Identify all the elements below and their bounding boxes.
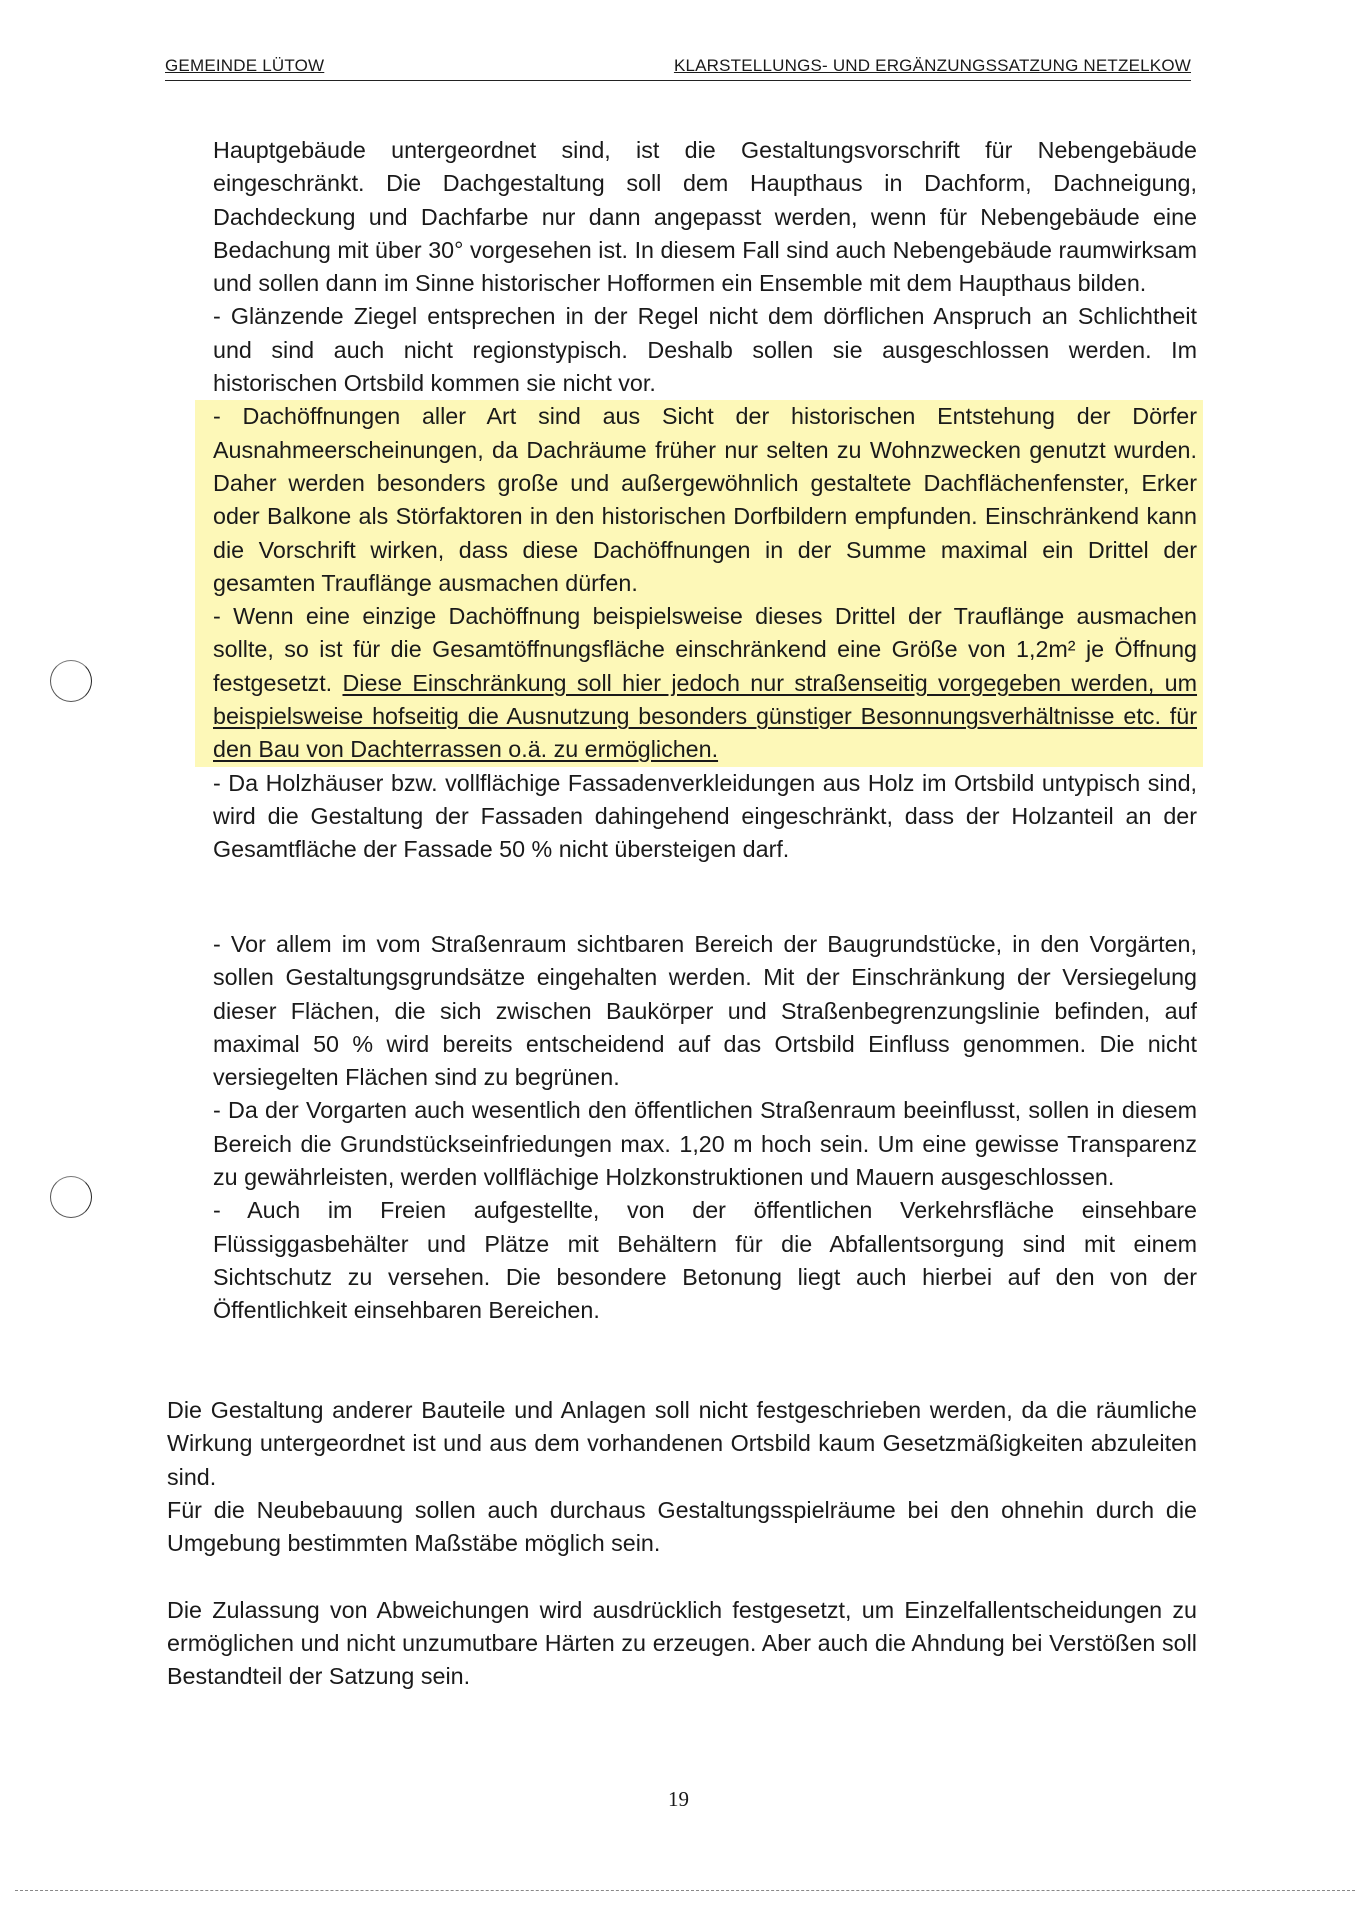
- paragraph: - Auch im Freien aufgestellte, von der öffentlichen Verkehrsfläche einsehbare Flüssiggasbehälter und Plätze mit Behältern für die Abfallentsorgung sind mit einem Sichtschutz zu versehen. Die besondere Betonung liegt auch hierbei auf den von der Öffentlichkeit einsehbaren Bereichen.: [213, 1197, 1197, 1324]
- header-municipality: GEMEINDE LÜTOW: [165, 56, 325, 75]
- paragraph: - Glänzende Ziegel entsprechen in der Regel nicht dem dörflichen Anspruch an Schlichtheit und sind auch nicht regionstypisch. Deshalb sollen sie ausgeschlossen werden. Im historischen Ortsbild kommen sie nicht vor.: [213, 303, 1197, 397]
- paragraph: Hauptgebäude untergeordnet sind, ist die Gestaltungsvorschrift für Nebengebäude eingeschränkt. Die Dachgestaltung soll dem Haupthaus in Dachform, Dachneigung, Dachdeckung und Dachfarbe nur dann angepasst werden, wenn für Nebengebäude eine Bedachung mit über 30° vorgesehen ist. In diesem Fall sind auch Nebengebäude raumwirksam und sollen dann im Sinne historischer Hofformen ein Ensemble mit dem Haupthaus bilden.: [213, 137, 1197, 297]
- footer-rule: [15, 1890, 1355, 1891]
- blank-line: [167, 1560, 1197, 1593]
- paragraph-dachoeffnung-groesse: [213, 600, 1197, 766]
- text-block-middle: [213, 928, 1197, 1328]
- text-block-lower: [167, 1394, 1197, 1694]
- text-block-upper: [213, 134, 1197, 867]
- paragraph: Die Gestaltung anderer Bauteile und Anlagen soll nicht festgeschrieben werden, da die räumliche Wirkung untergeordnet ist und aus dem vorhandenen Ortsbild kaum Gesetzmäßigkeiten abzuleiten sind.: [167, 1397, 1197, 1490]
- underlined-text: Diese Einschränkung soll hier jedoch nur straßenseitig vorgegeben werden, um beispielsweise hofseitig die Ausnutzung besonders günstiger Besonnungsverhältnisse etc. für den Bau von Dachterrassen o.ä. zu ermöglichen.: [213, 669, 1198, 763]
- punch-hole-mark: [50, 660, 92, 702]
- paragraph-text: - Wenn eine einzige Dachöffnung beispielsweise dieses Drittel der Trauflänge ausmachen sollte, so ist für die Gesamtöffnungsfläche einschränkend eine Größe von 1,2m² je Öffnung festgesetzt.: [213, 603, 1197, 696]
- paragraph-dachoeffnungen: - Dachöffnungen aller Art sind aus Sicht der historischen Entstehung der Dörfer Ausnahmeerscheinungen, da Dachräume früher nur selten zu Wohnzwecken genutzt wurden. Daher werden besonders große und außergewöhnlich gestaltete Dachflächenfenster, Erker oder Balkone als Störfaktoren in den historischen Dorfbildern empfunden. Einschränkend kann die Vorschrift wirken, dass diese Dachöffnungen in der Summe maximal ein Drittel der gesamten Trauflänge ausmachen dürfen.: [213, 403, 1197, 596]
- punch-hole-mark: [50, 1176, 92, 1218]
- page-number: 19: [668, 1787, 689, 1811]
- paragraph: - Vor allem im vom Straßenraum sichtbaren Bereich der Baugrundstücke, in den Vorgärten, sollen Gestaltungsgrundsätze eingehalten werden. Mit der Einschränkung der Versiegelung dieser Flächen, die sich zwischen Baukörper und Straßenbegrenzungslinie befinden, auf maximal 50 % wird bereits entscheidend auf das Ortsbild Einfluss genommen. Die nicht versiegelten Flächen sind zu begrünen.: [213, 931, 1197, 1091]
- paragraph: - Da Holzhäuser bzw. vollflächige Fassadenverkleidungen aus Holz im Ortsbild untypisch sind, wird die Gestaltung der Fassaden dahingehend eingeschränkt, dass der Holzanteil an der Gesamtfläche der Fassade 50 % nicht übersteigen darf.: [213, 769, 1197, 863]
- highlighted-section: [195, 400, 1203, 766]
- paragraph: Für die Neubebauung sollen auch durchaus Gestaltungsspielräume bei den ohnehin durch die Umgebung bestimmten Maßstäbe möglich sein.: [167, 1496, 1197, 1557]
- paragraph: Die Zulassung von Abweichungen wird ausdrücklich festgesetzt, um Einzelfallentscheidungen zu ermöglichen und nicht unzumutbare Härten zu erzeugen. Aber auch die Ahndung bei Verstößen soll Bestandteil der Satzung sein.: [167, 1596, 1197, 1690]
- header-document-title: KLARSTELLUNGS- UND ERGÄNZUNGSSATZUNG NETZELKOW: [673, 56, 1191, 75]
- paragraph: - Da der Vorgarten auch wesentlich den öffentlichen Straßenraum beeinflusst, sollen in diesem Bereich die Grundstückseinfriedungen max. 1,20 m hoch sein. Um eine gewisse Transparenz zu gewährleisten, werden vollflächige Holzkonstruktionen und Mauern ausgeschlossen.: [213, 1097, 1197, 1191]
- page-header: [165, 56, 1191, 81]
